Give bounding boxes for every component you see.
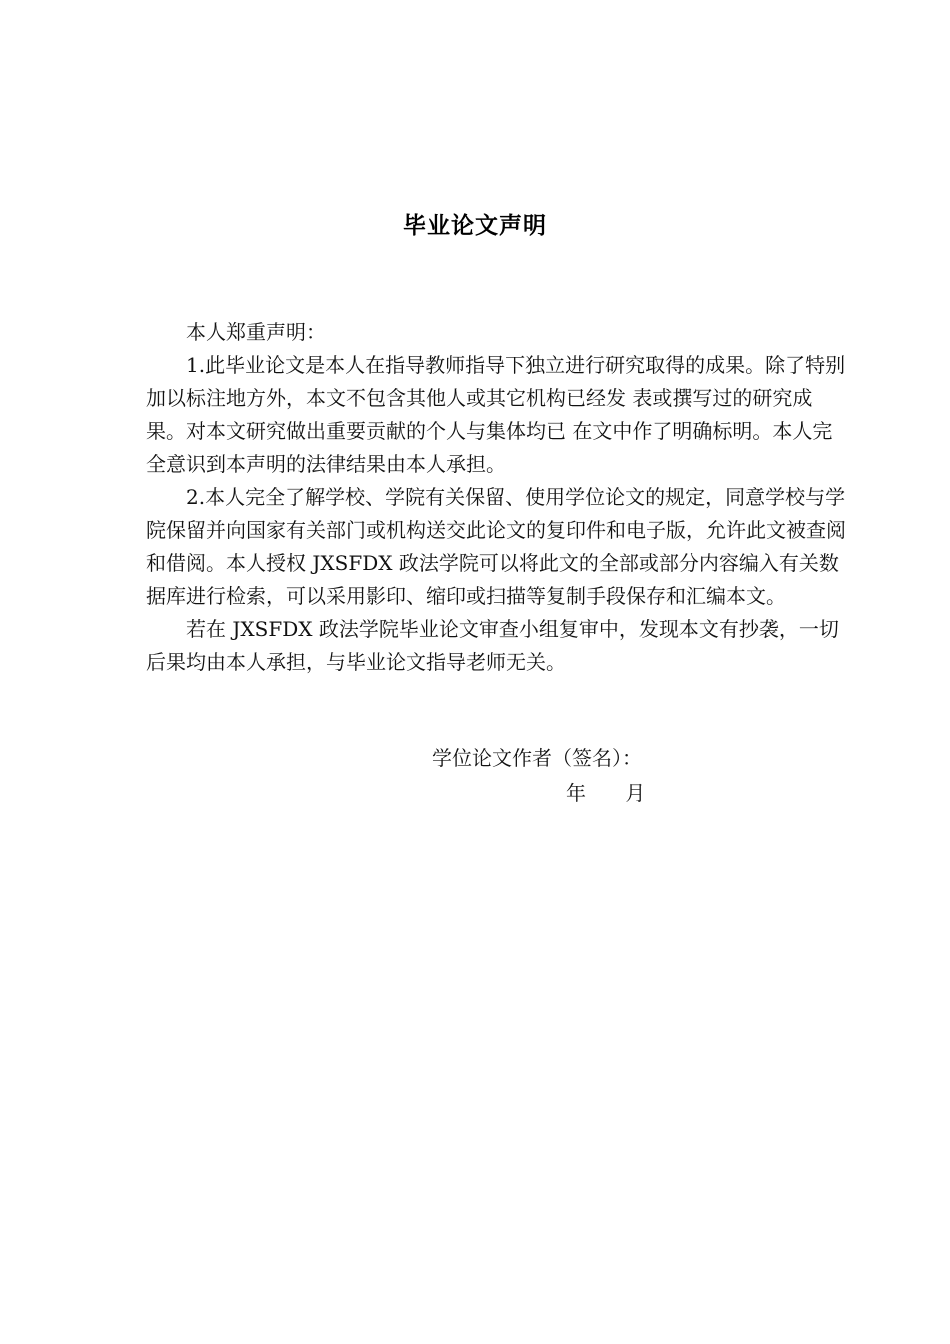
- date-month-label: 月: [625, 781, 646, 805]
- author-signature-label: 学位论文作者（签名）：: [432, 746, 642, 770]
- declaration-intro: 本人郑重声明：: [186, 320, 326, 344]
- page-title: 毕业论文声明: [403, 213, 547, 239]
- date-line: [566, 777, 645, 810]
- declaration-clause-1: 1.此毕业论文是本人在指导教师指导下独立进行研究取得的成果。除了特别加以标注地方外，本文不包含其他人或其它机构已经发 表或撰写过的研究成果。对本文研究做出重要贡献的个人与集体均已 在文中作了明确标明。本人完全意识到本声明的法律结果由本人承担。: [146, 353, 846, 476]
- declaration-clause-3: 若在 JXSFDX 政法学院毕业论文审查小组复审中，发现本文有抄袭，一切后果均由本人承担，与毕业论文指导老师无关。: [146, 617, 839, 674]
- declaration-body: [146, 316, 846, 679]
- date-year-label: 年: [566, 781, 586, 805]
- declaration-clause-2: 2.本人完全了解学校、学院有关保留、使用学位论文的规定，同意学校与学院保留并向国家有关部门或机构送交此论文的复印件和电子版，允许此文被查阅和借阅。本人授权 JXSFDX 政法学院可以将此文的全部或部分内容编入有关数据库进行检索，可以采用影印、缩印或扫描等复制手段保存和汇编本文。: [146, 485, 846, 608]
